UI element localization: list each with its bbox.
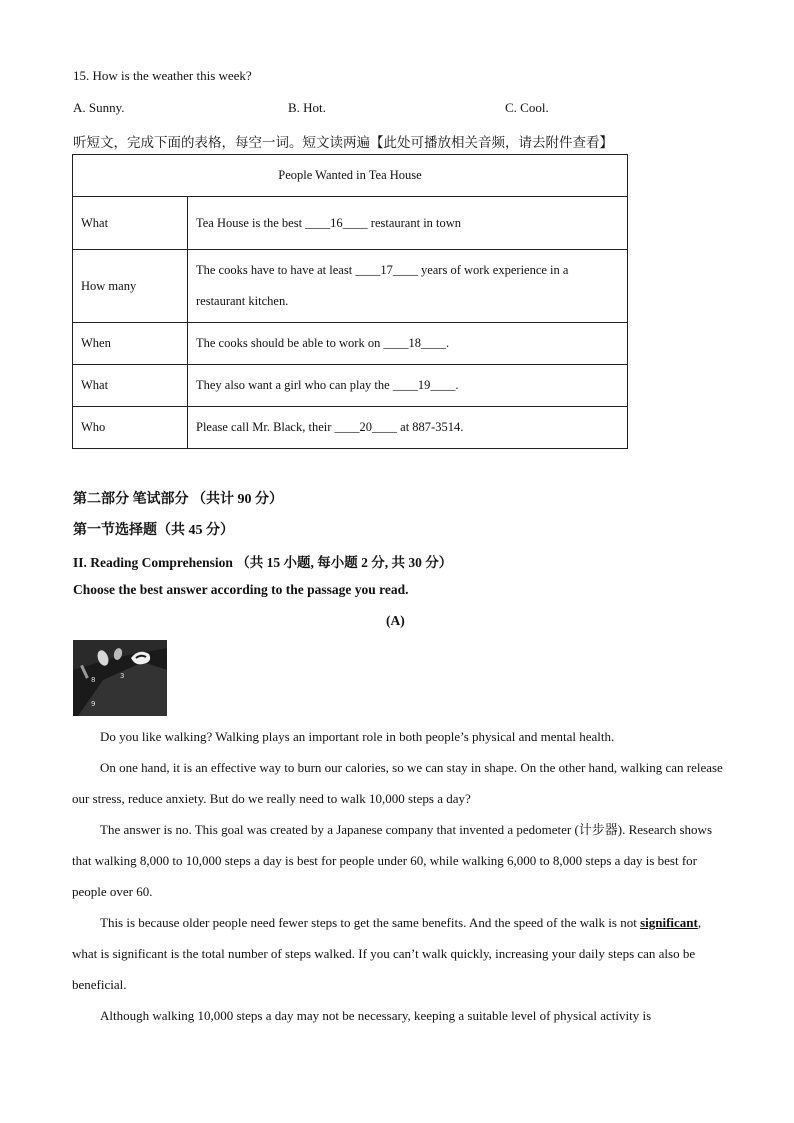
row-text: Tea House is the best [196, 215, 306, 230]
row-label: What [73, 197, 188, 250]
row-label: How many [73, 250, 188, 323]
row-label: When [73, 323, 188, 365]
row-text: Please call Mr. Black, their [196, 420, 335, 434]
table-row [73, 365, 628, 407]
row-text: restaurant kitchen. [196, 294, 289, 308]
option-b: B. Hot. [288, 100, 326, 115]
row-content [188, 407, 628, 449]
walking-photo [73, 640, 167, 716]
row-text: They also want a girl who can play the [196, 378, 393, 392]
section-one-heading: 第一节选择题（共 45 分） [73, 523, 234, 538]
paragraph-3: The answer is no. This goal was created by a Japanese company that invented a pedometer (计步器). Research shows that walking 8,000 to 10,000 steps a day is best for people under 60, while walking 6,000 to 8,000 steps a day is best for people over 60. [72, 822, 713, 899]
photo-mark: 9 [91, 700, 96, 708]
row-content [188, 365, 628, 407]
row-text: at 887-3514. [397, 420, 464, 434]
table-row [73, 250, 628, 323]
photo-mark: 8 [91, 676, 96, 684]
table-row [73, 197, 628, 250]
paragraph-4-text: , what is significant is the total number of steps walked. If you can’t walk quickly, increasing your daily steps can also be beneficial. [72, 915, 702, 992]
question-15: 15. How is the weather this week? [73, 68, 252, 83]
blank-18: ____18____ [383, 336, 446, 350]
blank-19: ____19____ [392, 378, 456, 392]
row-label: What [73, 365, 188, 407]
reading-instruction: Choose the best answer according to the passage you read. [73, 582, 409, 597]
paragraph-4 [72, 907, 724, 1000]
paragraph-5: Although walking 10,000 steps a day may not be necessary, keeping a suitable level of physical activity is [100, 1008, 652, 1023]
row-text: The cooks should be able to work on [196, 336, 384, 350]
row-content [188, 197, 628, 250]
table-row [73, 407, 628, 449]
option-a: A. Sunny. [73, 100, 125, 115]
row-text: years of work experience in a [417, 263, 569, 277]
walking-photo-graphic [73, 640, 167, 716]
option-c: C. Cool. [505, 100, 549, 115]
listening-instruction: 听短文，完成下面的表格，每空一词。短文读两遍【此处可播放相关音频，请去附件查看】 [73, 135, 613, 150]
part-two-heading: 第二部分 笔试部分 （共计 90 分） [73, 492, 283, 507]
table-title: People Wanted in Tea House [73, 155, 628, 197]
paragraph-1: Do you like walking? Walking plays an important role in both people’s physical and mental health. [100, 729, 615, 744]
row-content [188, 250, 628, 323]
paragraph-2: On one hand, it is an effective way to burn our calories, so we can stay in shape. On the other hand, walking can release our stress, reduce anxiety. But do we really need to walk 10,000 steps a day? [72, 760, 723, 806]
passage-body [72, 721, 724, 1031]
row-text: restaurant in town [367, 215, 462, 230]
blank-20: ____20____ [334, 420, 398, 434]
table-row [73, 323, 628, 365]
blank-16: ____16____ [305, 215, 368, 230]
row-text: The cooks have to have at least [196, 263, 356, 277]
row-text: . [455, 378, 459, 392]
table-header-row [73, 155, 628, 197]
tea-house-table [72, 154, 628, 449]
blank-17: ____17____ [355, 263, 418, 277]
reading-heading: II. Reading Comprehension （共 15 小题, 每小题 2 分, 共 30 分） [73, 555, 453, 570]
photo-mark: 3 [120, 672, 125, 680]
row-label: Who [73, 407, 188, 449]
paragraph-4-text: This is because older people need fewer steps to get the same benefits. And the speed of the walk is not [100, 915, 641, 930]
row-content [188, 323, 628, 365]
row-text: . [445, 336, 450, 350]
keyword-significant: significant [640, 915, 698, 930]
passage-label: (A) [386, 613, 405, 628]
